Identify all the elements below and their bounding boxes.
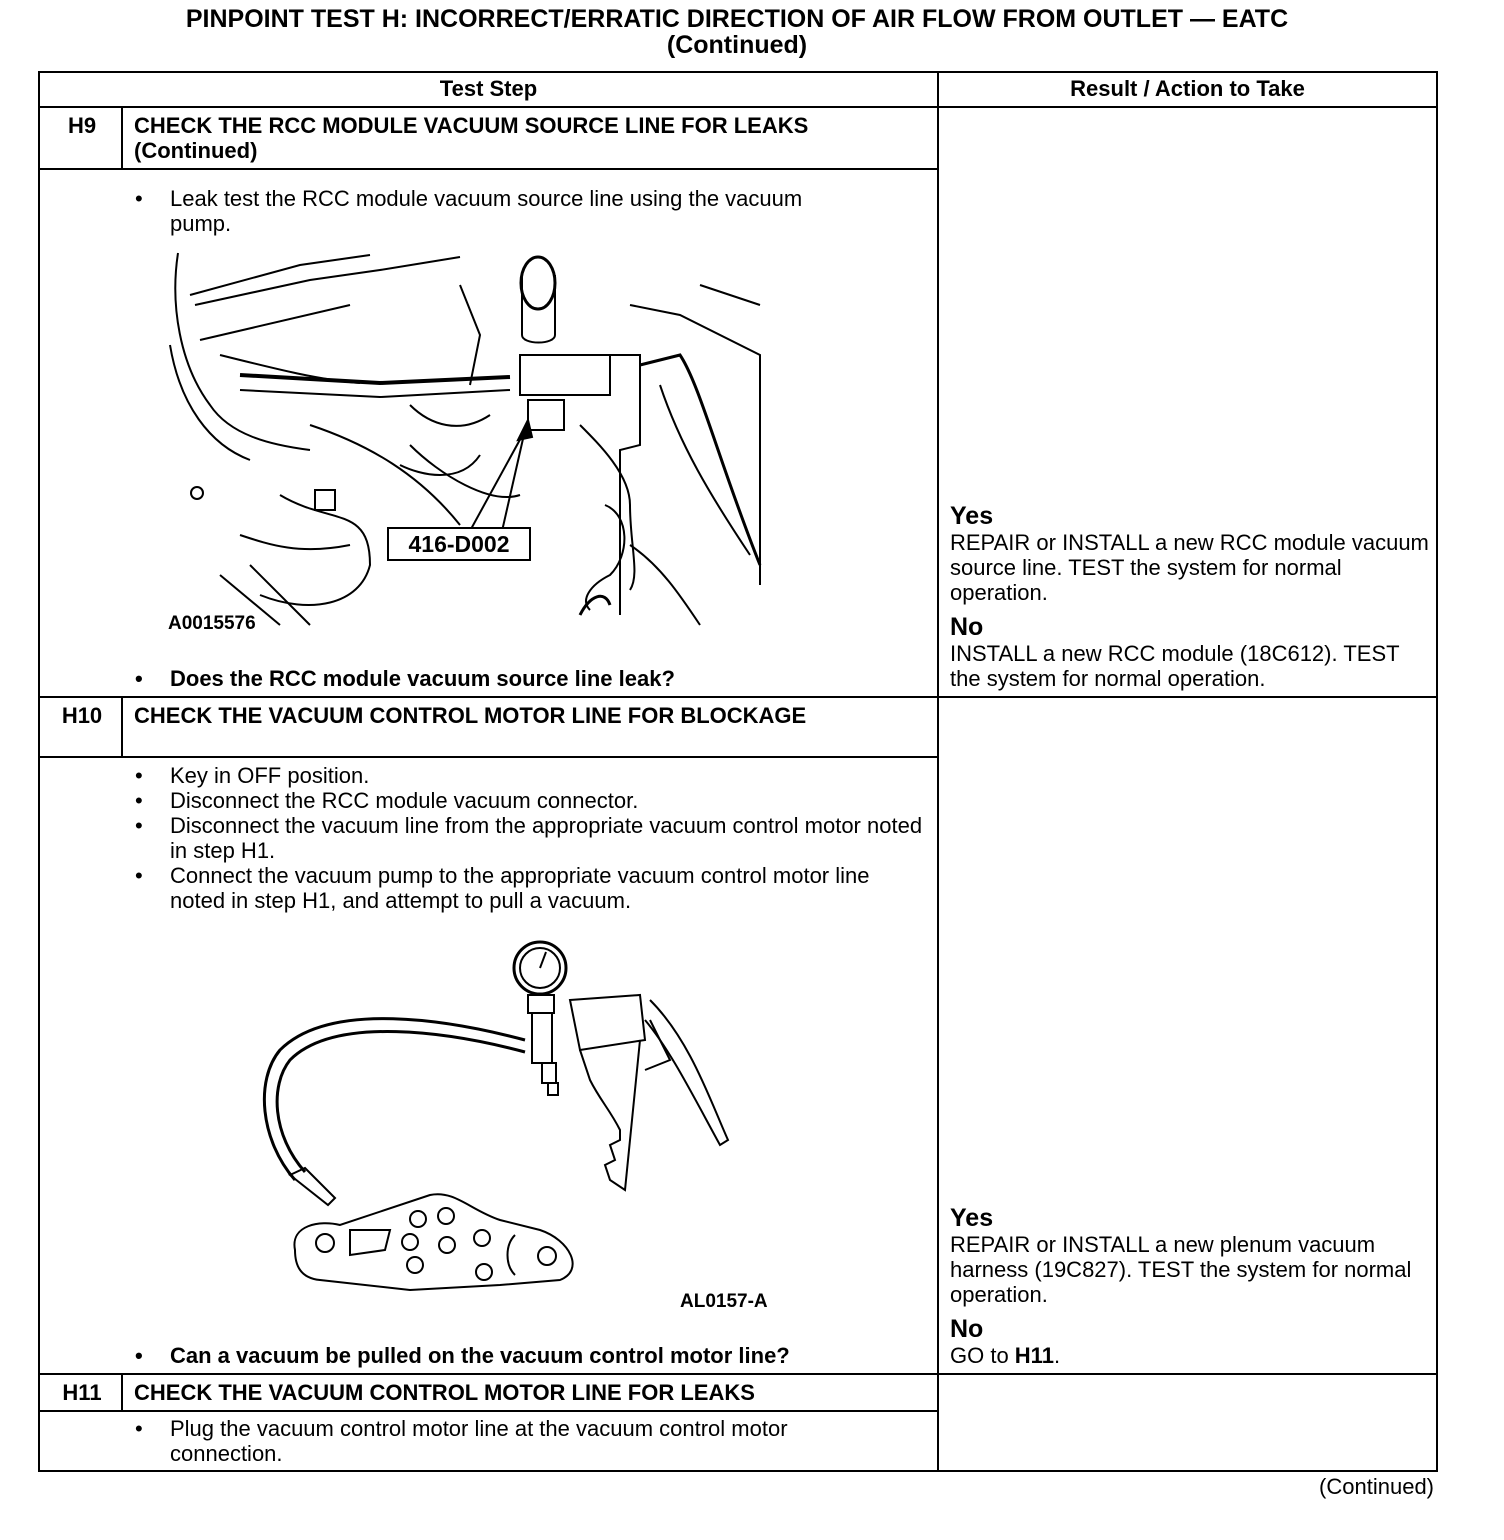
result-yes-label: Yes bbox=[950, 1204, 994, 1232]
result-no-text: INSTALL a new RCC module (18C612). TEST the system for normal operation. bbox=[950, 641, 1400, 691]
list-item: • Can a vacuum be pulled on the vacuum control motor line? bbox=[134, 1343, 924, 1368]
figure-id-a0015576: A0015576 bbox=[168, 613, 256, 634]
result-h9 bbox=[950, 502, 1430, 691]
result-yes-label: Yes bbox=[950, 502, 994, 530]
list-item: • Disconnect the RCC module vacuum connector. bbox=[134, 788, 924, 813]
result-no-text bbox=[950, 1343, 1430, 1368]
h11-title-divider bbox=[38, 1410, 938, 1412]
result-no-prefix: GO to bbox=[950, 1343, 1015, 1368]
h10-row-divider bbox=[38, 1373, 1438, 1375]
list-item: • Disconnect the vacuum line from the appropriate vacuum control motor noted in step H1. bbox=[134, 813, 924, 863]
header-test-step: Test Step bbox=[439, 76, 538, 101]
step-question-h10 bbox=[134, 1343, 924, 1368]
result-no-label: No bbox=[950, 1315, 984, 1343]
step-bullets-h10 bbox=[134, 763, 924, 913]
step-id-h9: H9 bbox=[67, 113, 97, 138]
list-item: • Leak test the RCC module vacuum source line using the vacuum pump. bbox=[134, 186, 834, 236]
adapter-plate bbox=[294, 1194, 572, 1290]
result-h10 bbox=[950, 1204, 1430, 1368]
step-bullets-h9 bbox=[134, 186, 834, 236]
page-title-line1: PINPOINT TEST H: INCORRECT/ERRATIC DIRECTION OF AIR FLOW FROM OUTLET — EATC bbox=[185, 5, 1289, 33]
step-question-h9 bbox=[134, 666, 924, 691]
engine-outline bbox=[175, 253, 310, 450]
result-no-suffix: . bbox=[1053, 1343, 1061, 1368]
callout-arrow-2 bbox=[500, 430, 525, 540]
pump-housing bbox=[570, 995, 645, 1050]
figure-id-al0157-a: AL0157-A bbox=[680, 1291, 768, 1312]
page-title bbox=[0, 6, 1474, 58]
header-divider bbox=[38, 106, 1438, 108]
list-item: • Does the RCC module vacuum source line leak? bbox=[134, 666, 924, 691]
result-yes-text: REPAIR or INSTALL a new plenum vacuum harness (19C827). TEST the system for normal operation. bbox=[950, 1232, 1412, 1307]
hose-end-fitting bbox=[290, 1168, 335, 1205]
step-bullets-h11 bbox=[134, 1416, 894, 1466]
callout-arrow-1 bbox=[465, 425, 528, 540]
list-item: • Plug the vacuum control motor line at the vacuum control motor connection. bbox=[134, 1416, 894, 1466]
step-title-h10: CHECK THE VACUUM CONTROL MOTOR LINE FOR BLOCKAGE bbox=[134, 703, 807, 728]
step-id-h11: H11 bbox=[62, 1380, 102, 1405]
header-result-action: Result / Action to Take bbox=[1070, 76, 1305, 101]
pump-handle bbox=[645, 1000, 728, 1145]
result-no-link-h11: H11 bbox=[1014, 1343, 1054, 1368]
column-divider-main bbox=[937, 71, 939, 1472]
result-yes-text: REPAIR or INSTALL a new RCC module vacuum source line. TEST the system for normal operation. bbox=[950, 530, 1429, 605]
h9-title-divider bbox=[38, 168, 938, 170]
page-title-line2: (Continued) bbox=[666, 31, 808, 59]
h10-title-divider bbox=[38, 756, 938, 758]
h9-row-divider bbox=[38, 696, 1438, 698]
vacuum-hose bbox=[240, 375, 510, 383]
continued-footer: (Continued) bbox=[1319, 1474, 1434, 1499]
step-title-h11: CHECK THE VACUUM CONTROL MOTOR LINE FOR LEAKS bbox=[134, 1380, 755, 1405]
vacuum-source-line-illustration bbox=[160, 245, 780, 635]
pump-body bbox=[520, 355, 610, 395]
step-title-h9: CHECK THE RCC MODULE VACUUM SOURCE LINE FOR LEAKS (Continued) bbox=[134, 113, 809, 163]
vacuum-pump-illustration bbox=[250, 940, 750, 1300]
tool-callout-416-d002: 416-D002 bbox=[387, 527, 531, 561]
list-item: • Connect the vacuum pump to the appropriate vacuum control motor line noted in step H1, and attempt to pull a vacuum. bbox=[134, 863, 924, 913]
result-no-label: No bbox=[950, 613, 984, 641]
list-item: • Key in OFF position. bbox=[134, 763, 924, 788]
step-id-h10: H10 bbox=[61, 703, 103, 728]
gauge-face bbox=[521, 257, 555, 309]
